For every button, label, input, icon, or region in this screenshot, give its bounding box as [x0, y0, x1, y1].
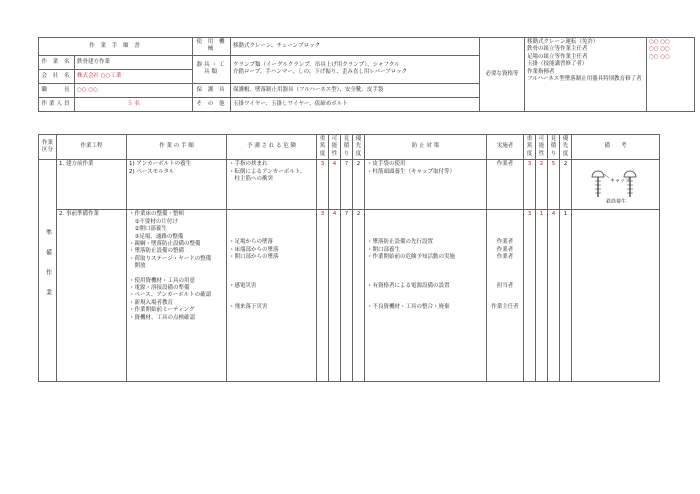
- col-estimate-2: 見積り: [548, 135, 560, 160]
- tools-value: クランプ類（イーグルクランプ、吊具上げ用クランプ）、シャフクル 介錯ロープ、手ハンマー、しの、下げ振り、歪み直し用レバーブロック: [231, 55, 480, 83]
- measure-line: [367, 269, 484, 276]
- qual-item: 鉄骨の組立等作業主任者: [527, 46, 588, 53]
- measure-line: ・墜落防止設備の先行設置: [367, 239, 434, 246]
- person-line: [489, 225, 521, 232]
- procedure-line: ・親綱・墜落防止設備の整備: [129, 240, 201, 247]
- protect-value: 保護帽、墜落制止用器具（フルハーネス型）、安全靴、皮手袋: [231, 83, 480, 97]
- work-name-value: 鉄骨建方作業: [75, 55, 193, 69]
- col-severity: 重篤度: [317, 135, 329, 160]
- measure-1: [365, 160, 487, 210]
- score2-priority-1: 2: [560, 160, 572, 210]
- procedure-line: 1) アンカーボルトの養生: [129, 161, 192, 168]
- qual-person: ○○ ○○: [649, 46, 670, 53]
- hazard-line: [229, 276, 314, 283]
- hazard-line: ・開口部からの墜落: [229, 254, 279, 261]
- score2-estimate-2: 4: [548, 210, 560, 382]
- cap-label: キャップ: [610, 178, 631, 185]
- person-line: 担当者: [496, 282, 514, 289]
- measure-line: ・柱筋頭頭養生（キャップ取付等）: [367, 168, 456, 175]
- hazard-line: ・感電災害: [229, 282, 257, 289]
- machine-value: 移動式クレーン、チェーンブロック: [231, 38, 480, 56]
- procedure-line: ・資機材、工具の点検確認: [129, 314, 196, 321]
- col-severity-2: 重篤度: [524, 135, 536, 160]
- procedure-line: 開放: [129, 263, 146, 270]
- measure-line: ・作業開始前の危険予知活動の実施: [367, 254, 456, 261]
- remarks-1: [572, 160, 660, 210]
- measure-2: [365, 210, 487, 382]
- hazard-line: [229, 269, 314, 276]
- remarks-2: [572, 210, 660, 382]
- qual-item: 玉掛（技能講習修了者）: [527, 61, 588, 68]
- hazard-line: ・床端部からの墜落: [229, 246, 279, 253]
- person-line: [489, 218, 521, 225]
- hazard-line: [229, 211, 314, 218]
- qual-label: 必要な資格等: [480, 38, 525, 112]
- foreman-value: ○○ ○○: [75, 83, 193, 97]
- header-table: [38, 37, 695, 112]
- qual-item: フルハーネス型墜落制止用器具特別教育修了者: [527, 76, 642, 83]
- score2-severity-1: 3: [524, 160, 536, 210]
- score-priority-2: 2: [353, 210, 365, 382]
- score2-severity-2: 3: [524, 210, 536, 382]
- protect-label: 保 護 具: [193, 83, 231, 97]
- qual-list: [525, 38, 647, 112]
- person-line: [489, 211, 521, 218]
- other-label: そ の 他: [193, 97, 231, 111]
- procedure-line: ・墜落防止設備の整備: [129, 248, 185, 255]
- qual-person: ○○ ○○: [649, 53, 670, 60]
- hazard-2: [227, 210, 317, 382]
- hazard-line: ・飛来落下災害: [229, 303, 268, 310]
- measure-line: [367, 218, 484, 225]
- other-value: 玉掛ワイヤー、玉掛しワイヤー、仮締めボルト: [231, 97, 480, 111]
- hazard-line: [229, 290, 314, 297]
- col-kubun: 作業区分: [39, 135, 57, 160]
- foreman-label: 職 長: [39, 83, 75, 97]
- qual-item: 作業指揮者: [527, 68, 555, 75]
- col-procedure: 作 業 の 手 順: [127, 135, 227, 160]
- procedure-1: [127, 160, 227, 210]
- qual-persons: [647, 38, 695, 112]
- col-probability-2: 可能性: [536, 135, 548, 160]
- procedure-line: ・荷取りステージ・ヤードの整備: [129, 255, 212, 262]
- col-measure: 防 止 対 策: [365, 135, 487, 160]
- hazard-line: ・転倒によるアンカーボルト、: [229, 168, 306, 175]
- procedure-line: ・使用資機材・工具の用意: [129, 277, 196, 284]
- score-severity-1: 3: [317, 160, 329, 210]
- score-probability-1: 4: [329, 160, 341, 210]
- step-1: 1. 建方前作業: [57, 160, 127, 210]
- hazard-line: [229, 262, 314, 269]
- col-probability: 可能性: [329, 135, 341, 160]
- score-probability-2: 4: [329, 210, 341, 382]
- company-value: 株式会社 ○○工業: [75, 69, 193, 83]
- procedure-2: [127, 210, 227, 382]
- remark-caption: 鉄筋養生: [606, 199, 627, 204]
- score2-priority-2: 1: [560, 210, 572, 382]
- machine-label: 使 用 機 械: [193, 38, 231, 56]
- rebar-cap-illustration: [574, 163, 656, 203]
- procedure-table: [38, 134, 660, 382]
- cap-icon: [592, 171, 636, 177]
- procedure-line: ・電源・溶接設備の準備: [129, 285, 190, 292]
- step-2: 2. 事前準備作業: [57, 210, 127, 382]
- procedure-line: [129, 271, 224, 278]
- procedure-line: ・作業床の整備・整頓: [129, 211, 185, 218]
- measure-line: [367, 262, 484, 269]
- procedure-line: ・作業開始前ミーティング: [129, 307, 195, 314]
- person-line: [489, 290, 521, 297]
- procedure-line: ・新規入場者教育: [129, 299, 174, 306]
- measure-line: [367, 290, 484, 297]
- col-step: 作業工程: [57, 135, 127, 160]
- score-estimate-1: 7: [341, 160, 353, 210]
- measure-line: ・不良資機材・工具の整合・廃棄: [367, 303, 450, 310]
- tools-label: 器具・工具類: [193, 55, 231, 83]
- person-line: 作業者: [496, 239, 514, 246]
- procedure-line: ③足場、通路の整備: [129, 233, 184, 240]
- hazard-line: [229, 218, 314, 225]
- person-line: 作業主任者: [491, 303, 519, 310]
- person-line: [489, 297, 521, 304]
- score-priority-1: 2: [353, 160, 365, 210]
- person-2: [487, 210, 524, 382]
- work-name-label: 作 業 名: [39, 55, 75, 69]
- score-estimate-2: 7: [341, 210, 353, 382]
- workers-value: ５ 名: [75, 97, 193, 111]
- kubun-label: 準備作業: [44, 229, 52, 310]
- measure-line: [367, 297, 484, 304]
- hazard-line: 柱主筋への衝突: [229, 176, 274, 183]
- score2-estimate-1: 5: [548, 160, 560, 210]
- company-label: 会 社 名: [39, 69, 75, 83]
- col-remarks: 備 考: [572, 135, 660, 160]
- measure-line: [367, 211, 484, 218]
- hazard-line: ・足場からの墜落: [229, 239, 274, 246]
- procedure-line: 2) ベースモルタル: [129, 168, 175, 175]
- person-line: [489, 269, 521, 276]
- person-line: 作業者: [496, 246, 514, 253]
- hazard-line: [229, 297, 314, 304]
- measure-line: [367, 225, 484, 232]
- measure-line: ・開口部養生: [367, 246, 401, 253]
- person-line: 作業者: [496, 254, 514, 261]
- col-priority-2: 優先度: [560, 135, 572, 160]
- col-priority: 優先度: [353, 135, 365, 160]
- procedure-line: ・ベース、アンカーボルトの確認: [129, 292, 212, 299]
- measure-line: ・皮手袋の使用: [367, 161, 406, 168]
- hazard-line: ・手指の挟まれ: [229, 161, 268, 168]
- col-person: 実施者: [487, 135, 524, 160]
- workers-label: 作業人員: [39, 97, 75, 111]
- doc-title: 作 業 手 順 書: [39, 38, 193, 56]
- score2-probability-2: 1: [536, 210, 548, 382]
- qual-item: 足場の組立等作業主任者: [527, 53, 588, 60]
- score-severity-2: 3: [317, 210, 329, 382]
- procedure-line: ①不要材の片付け: [129, 218, 178, 225]
- qual-item: 移動式クレーン運転（免許）: [527, 39, 599, 45]
- procedure-line: ②開口部養生: [129, 226, 167, 233]
- hazard-1: [227, 160, 317, 210]
- measure-line: ・有資格者による電源設備の設置: [367, 282, 450, 289]
- person-line: [489, 276, 521, 283]
- measure-line: [367, 276, 484, 283]
- person-line: [489, 262, 521, 269]
- col-hazard: 予 測 さ れ る 危 険: [227, 135, 317, 160]
- col-estimate: 見積り: [341, 135, 353, 160]
- person-line: 作業者: [496, 161, 514, 168]
- person-1: [487, 160, 524, 210]
- hazard-line: [229, 225, 314, 232]
- qual-person: ○○ ○○: [649, 39, 670, 45]
- score2-probability-1: 2: [536, 160, 548, 210]
